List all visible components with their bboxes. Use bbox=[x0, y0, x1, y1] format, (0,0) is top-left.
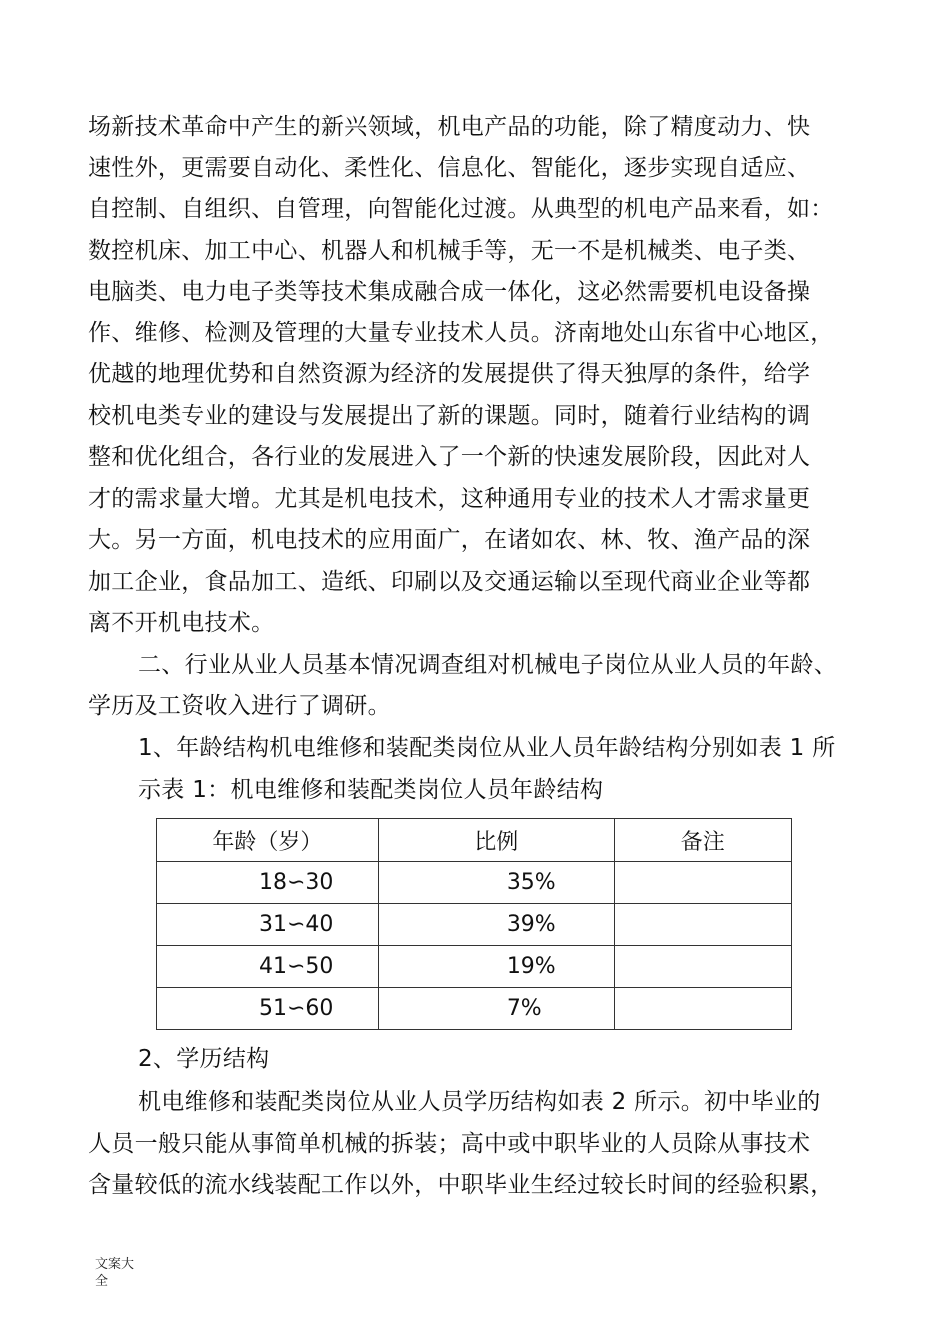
text-line: 速性外，更需要自动化、柔性化、信息化、智能化，逐步实现自适应、 bbox=[88, 155, 811, 181]
text-line: 离不开机电技术。 bbox=[88, 610, 275, 636]
text-line: 1、年龄结构机电维修和装配类岗位从业人员年龄结构分别如表 1 所 bbox=[138, 735, 836, 761]
text-line: 数控机床、加工中心、机器人和机械手等，无一不是机械类、电子类、 bbox=[88, 238, 811, 264]
table-row bbox=[157, 862, 792, 904]
text-line: 加工企业，食品加工、造纸、印刷以及交通运输以至现代商业企业等都 bbox=[88, 569, 811, 595]
cell-ratio: 7% bbox=[378, 988, 614, 1030]
table-row bbox=[157, 946, 792, 988]
text-line: 校机电类专业的建设与发展提出了新的课题。同时，随着行业结构的调 bbox=[88, 403, 811, 429]
table-header-row bbox=[157, 819, 792, 862]
age-structure-table bbox=[156, 818, 792, 1030]
cell-age: 51∽60 bbox=[157, 988, 379, 1030]
cell-note bbox=[614, 946, 791, 988]
cell-ratio: 39% bbox=[378, 904, 614, 946]
text-line: 自控制、自组织、自管理，向智能化过渡。从典型的机电产品来看，如： bbox=[88, 196, 834, 222]
text-line: 整和优化组合，各行业的发展进入了一个新的快速发展阶段，因此对人 bbox=[88, 444, 811, 470]
table-caption: 示表 1：机电维修和装配类岗位人员年龄结构 bbox=[138, 777, 604, 803]
text-line: 机电维修和装配类岗位从业人员学历结构如表 2 所示。初中毕业的 bbox=[138, 1089, 821, 1115]
column-header-ratio: 比例 bbox=[378, 819, 614, 862]
text-line: 才的需求量大增。尤其是机电技术，这种通用专业的技术人才需求量更 bbox=[88, 486, 811, 512]
text-line: 学历及工资收入进行了调研。 bbox=[88, 693, 391, 719]
text-line: 二、行业从业人员基本情况调查组对机械电子岗位从业人员的年龄、 bbox=[138, 652, 837, 678]
cell-ratio: 35% bbox=[378, 862, 614, 904]
column-header-age: 年龄（岁） bbox=[157, 819, 379, 862]
table-row bbox=[157, 988, 792, 1030]
column-header-note: 备注 bbox=[614, 819, 791, 862]
cell-note bbox=[614, 904, 791, 946]
cell-ratio: 19% bbox=[378, 946, 614, 988]
text-line: 人员一般只能从事简单机械的拆装；高中或中职毕业的人员除从事技术 bbox=[88, 1131, 811, 1157]
cell-age: 31∽40 bbox=[157, 904, 379, 946]
text-line: 场新技术革命中产生的新兴领域，机电产品的功能，除了精度动力、快 bbox=[88, 114, 811, 140]
cell-note bbox=[614, 988, 791, 1030]
text-line: 含量较低的流水线装配工作以外，中职毕业生经过较长时间的经验积累， bbox=[88, 1172, 834, 1198]
text-line: 优越的地理优势和自然资源为经济的发展提供了得天独厚的条件，给学 bbox=[88, 361, 811, 387]
cell-age: 18∽30 bbox=[157, 862, 379, 904]
cell-note bbox=[614, 862, 791, 904]
section-heading-education: 2、学历结构 bbox=[138, 1046, 270, 1072]
footer-watermark: 文案大全 bbox=[95, 1257, 135, 1289]
text-line: 大。另一方面，机电技术的应用面广，在诸如农、林、牧、渔产品的深 bbox=[88, 527, 811, 553]
text-line: 作、维修、检测及管理的大量专业技术人员。济南地处山东省中心地区， bbox=[88, 320, 834, 346]
table-row bbox=[157, 904, 792, 946]
cell-age: 41∽50 bbox=[157, 946, 379, 988]
text-line: 电脑类、电力电子类等技术集成融合成一体化，这必然需要机电设备操 bbox=[88, 279, 811, 305]
